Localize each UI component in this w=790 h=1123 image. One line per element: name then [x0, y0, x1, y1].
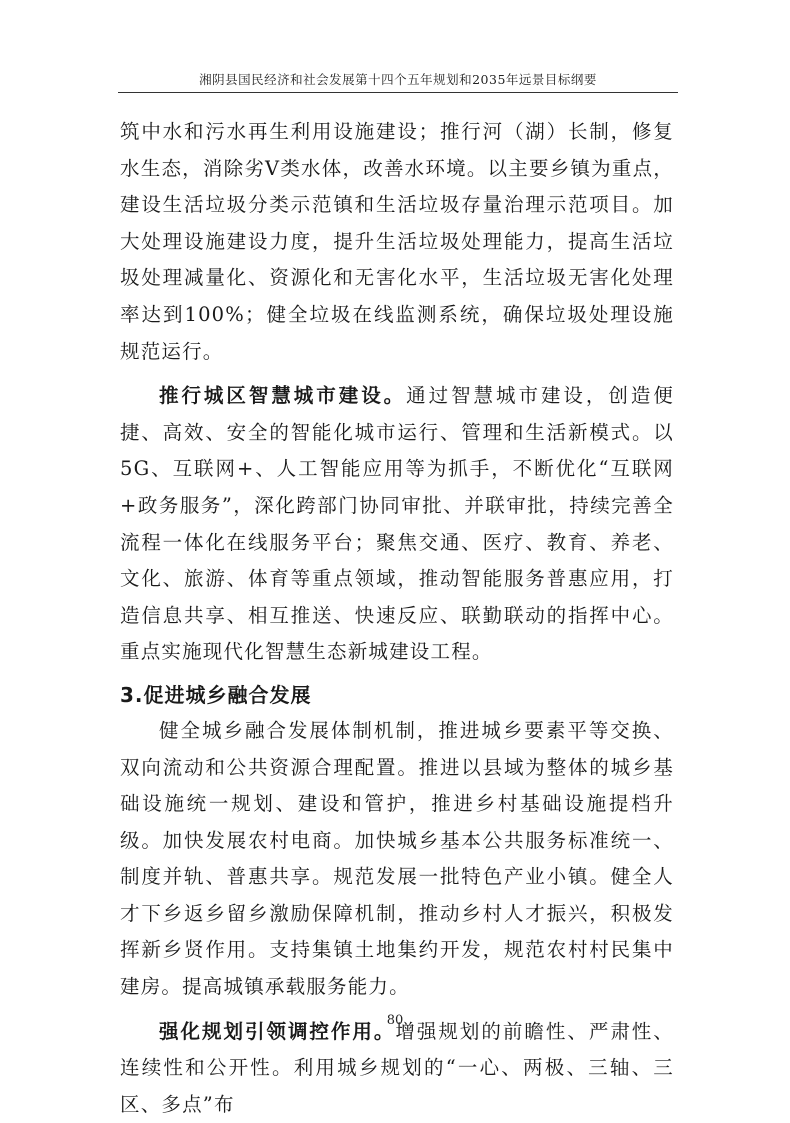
smart-city-lead: 推行城区智慧城市建设。	[159, 384, 407, 408]
page-number: 80	[386, 1013, 404, 1028]
section-heading: 3.促进城乡融合发展	[120, 682, 312, 707]
paragraph-planning	[120, 1014, 674, 1123]
smart-city-text: 通过智慧城市建设，创造便捷、高效、安全的智能化城市运行、管理和生活新模式。以5G、互联网+、人工智能应用等为抓手，不断优化“互联网+政务服务”，深化跨部门协同审批、并联审批，持续完善全流程一体化在线服务平台；聚焦交通、医疗、教育、养老、文化、旅游、体育等重点领域，推动智能服务普惠应用，打造信息共享、相互推送、快速反应、联勤联动的指挥中心。重点实施现代化智慧生态新城建设工程。	[120, 384, 675, 664]
paragraph-smart-city	[120, 378, 674, 671]
paragraph-urban-rural: 健全城乡融合发展体制机制，推进城乡要素平等交换、双向流动和公共资源合理配置。推进以县域为整体的城乡基础设施统一规划、建设和管护，推进乡村基础设施提档升级。加快发展农村电商。加快城乡基本公共服务标准统一、制度并轨、普惠共享。规范发展一批特色产业小镇。健全人才下乡返乡留乡激励保障机制，推动乡村人才振兴，积极发挥新乡贤作用。支持集镇土地集约开发，规范农村村民集中建房。提高城镇承载服务能力。	[120, 718, 674, 999]
paragraph-water-waste: 筑中水和污水再生利用设施建设；推行河（湖）长制，修复水生态，消除劣Ⅴ类水体，改善水环境。以主要乡镇为重点，建设生活垃圾分类示范镇和生活垃圾存量治理示范项目。加大处理设施建设力度，提升生活垃圾处理能力，提高生活垃圾处理减量化、资源化和无害化水平，生活垃圾无害化处理率达到100%；健全垃圾在线监测系统，确保垃圾处理设施规范运行。	[120, 120, 674, 363]
planning-text: 增强规划的前瞻性、严肃性、连续性和公开性。利用城乡规划的“一心、两极、三轴、三区、多点”布	[120, 1019, 674, 1116]
document-body	[120, 114, 674, 1123]
header-title: 湘阴县国民经济和社会发展第十四个五年规划和2035年远景目标纲要	[199, 72, 597, 87]
planning-lead: 强化规划引领调控作用。	[159, 1019, 396, 1043]
running-header	[118, 70, 678, 93]
